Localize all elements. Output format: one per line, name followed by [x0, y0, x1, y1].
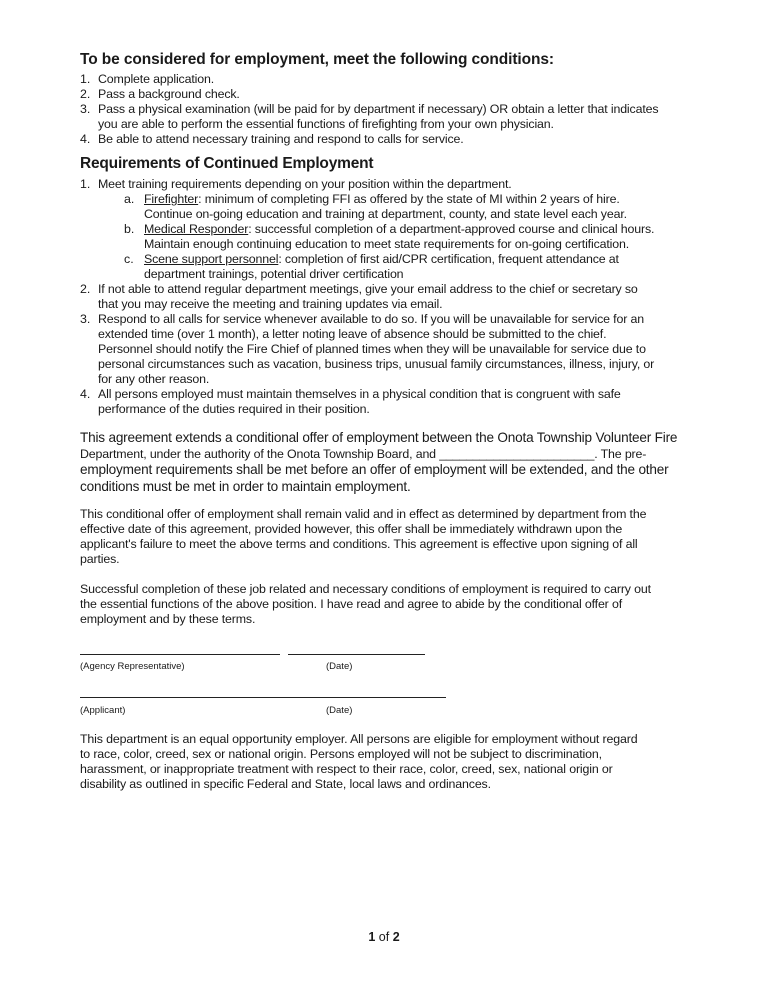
list-item-continuation: personal circumstances such as vacation, business trips, unusual family circumstances, illness, injury, or: [98, 357, 655, 371]
conditions-heading: To be considered for employment, meet the following conditions:: [80, 51, 554, 68]
sub-list-item: Medical Responder: successful completion of a department-approved course and clinical hours.: [144, 222, 655, 236]
of-label: of: [375, 930, 393, 944]
agency-representative-label: (Agency Representative): [80, 661, 185, 672]
validity-paragraph-line: applicant's failure to meet the above terms and conditions. This agreement is effective upon signing of all: [80, 537, 638, 551]
list-item-continuation: you are able to perform the essential functions of firefighting from your own physician.: [98, 117, 554, 131]
list-number: 3.: [80, 312, 91, 326]
list-item: If not able to attend regular department meetings, give your email address to the chief or secretary so: [98, 282, 638, 296]
list-number: 3.: [80, 102, 91, 116]
sub-list-continuation: department trainings, potential driver certification: [144, 267, 404, 281]
agreement-paragraph-line: This agreement extends a conditional offer of employment between the Onota Township Volunteer Fire: [80, 430, 678, 445]
list-number: 4.: [80, 132, 91, 146]
eeo-paragraph-line: This department is an equal opportunity employer. All persons are eligible for employment without regard: [80, 732, 638, 746]
page-number-footer: [0, 930, 768, 944]
agency-date-label: (Date): [326, 661, 353, 672]
agreement-paragraph-line: conditions must be met in order to maintain employment.: [80, 479, 411, 494]
current-page: 1: [368, 930, 376, 944]
list-number: 1.: [80, 177, 91, 191]
applicant-signature-line[interactable]: [80, 697, 446, 698]
agreement-paragraph-line: employment requirements shall be met before an offer of employment will be extended, and the other: [80, 462, 669, 477]
eeo-paragraph-line: harassment, or inappropriate treatment with respect to their race, color, creed, sex, national origin or: [80, 762, 613, 776]
sub-list-letter: a.: [124, 192, 135, 206]
role-title: Firefighter: [144, 192, 199, 206]
list-item: All persons employed must maintain themselves in a physical condition that is congruent with safe: [98, 387, 621, 401]
list-item-continuation: that you may receive the meeting and training updates via email.: [98, 297, 443, 311]
list-item: Be able to attend necessary training and respond to calls for service.: [98, 132, 464, 146]
sub-list-letter: b.: [124, 222, 135, 236]
list-item: Pass a background check.: [98, 87, 240, 101]
completion-paragraph-line: employment and by these terms.: [80, 612, 256, 626]
total-pages: 2: [392, 930, 400, 944]
completion-paragraph-line: the essential functions of the above position. I have read and agree to abide by the conditional offer of: [80, 597, 622, 611]
applicant-label: (Applicant): [80, 705, 126, 716]
sub-list-item: Firefighter: minimum of completing FFI as offered by the state of MI within 2 years of hire.: [144, 192, 620, 206]
list-number: 4.: [80, 387, 91, 401]
list-item-continuation: extended time (over 1 month), a letter noting leave of absence should be submitted to the chief.: [98, 327, 607, 341]
agency-date-line[interactable]: [288, 654, 425, 655]
list-item: Meet training requirements depending on your position within the department.: [98, 177, 512, 191]
applicant-date-label: (Date): [326, 705, 353, 716]
list-item: Complete application.: [98, 72, 215, 86]
validity-paragraph-line: parties.: [80, 552, 120, 566]
validity-paragraph-line: effective date of this agreement, provided however, this offer shall be immediately withdrawn upon the: [80, 522, 623, 536]
list-item-continuation: Personnel should notify the Fire Chief of planned times when they will be unavailable for service due to: [98, 342, 646, 356]
role-title: Medical Responder: [144, 222, 249, 236]
agency-signature-line[interactable]: [80, 654, 280, 655]
list-item-continuation: performance of the duties required in their position.: [98, 402, 370, 416]
list-item: Respond to all calls for service whenever available to do so. If you will be unavailable for service for an: [98, 312, 644, 326]
list-item: Pass a physical examination (will be paid for by department if necessary) OR obtain a letter that indicates: [98, 102, 659, 116]
sub-list-continuation: Maintain enough continuing education to meet state requirements for on-going certification.: [144, 237, 630, 251]
list-item-continuation: for any other reason.: [98, 372, 210, 386]
sub-list-item: Scene support personnel: completion of first aid/CPR certification, frequent attendance at: [144, 252, 619, 266]
list-number: 2.: [80, 87, 91, 101]
sub-list-continuation: Continue on-going education and training at department, county, and state level each year.: [144, 207, 627, 221]
list-number: 2.: [80, 282, 91, 296]
eeo-paragraph-line: disability as outlined in specific Federal and State, local laws and ordinances.: [80, 777, 491, 791]
role-title: Scene support personnel: [144, 252, 279, 266]
eeo-paragraph-line: to race, color, creed, sex or national origin. Persons employed will not be subject to discrimination,: [80, 747, 602, 761]
sub-list-letter: c.: [124, 252, 134, 266]
completion-paragraph-line: Successful completion of these job related and necessary conditions of employment is required to carry out: [80, 582, 651, 596]
continued-employment-heading: Requirements of Continued Employment: [80, 155, 374, 172]
validity-paragraph-line: This conditional offer of employment shall remain valid and in effect as determined by department from the: [80, 507, 647, 521]
agreement-paragraph-line: Department, under the authority of the Onota Township Board, and _______________________. The pre-: [80, 447, 647, 461]
list-number: 1.: [80, 72, 91, 86]
